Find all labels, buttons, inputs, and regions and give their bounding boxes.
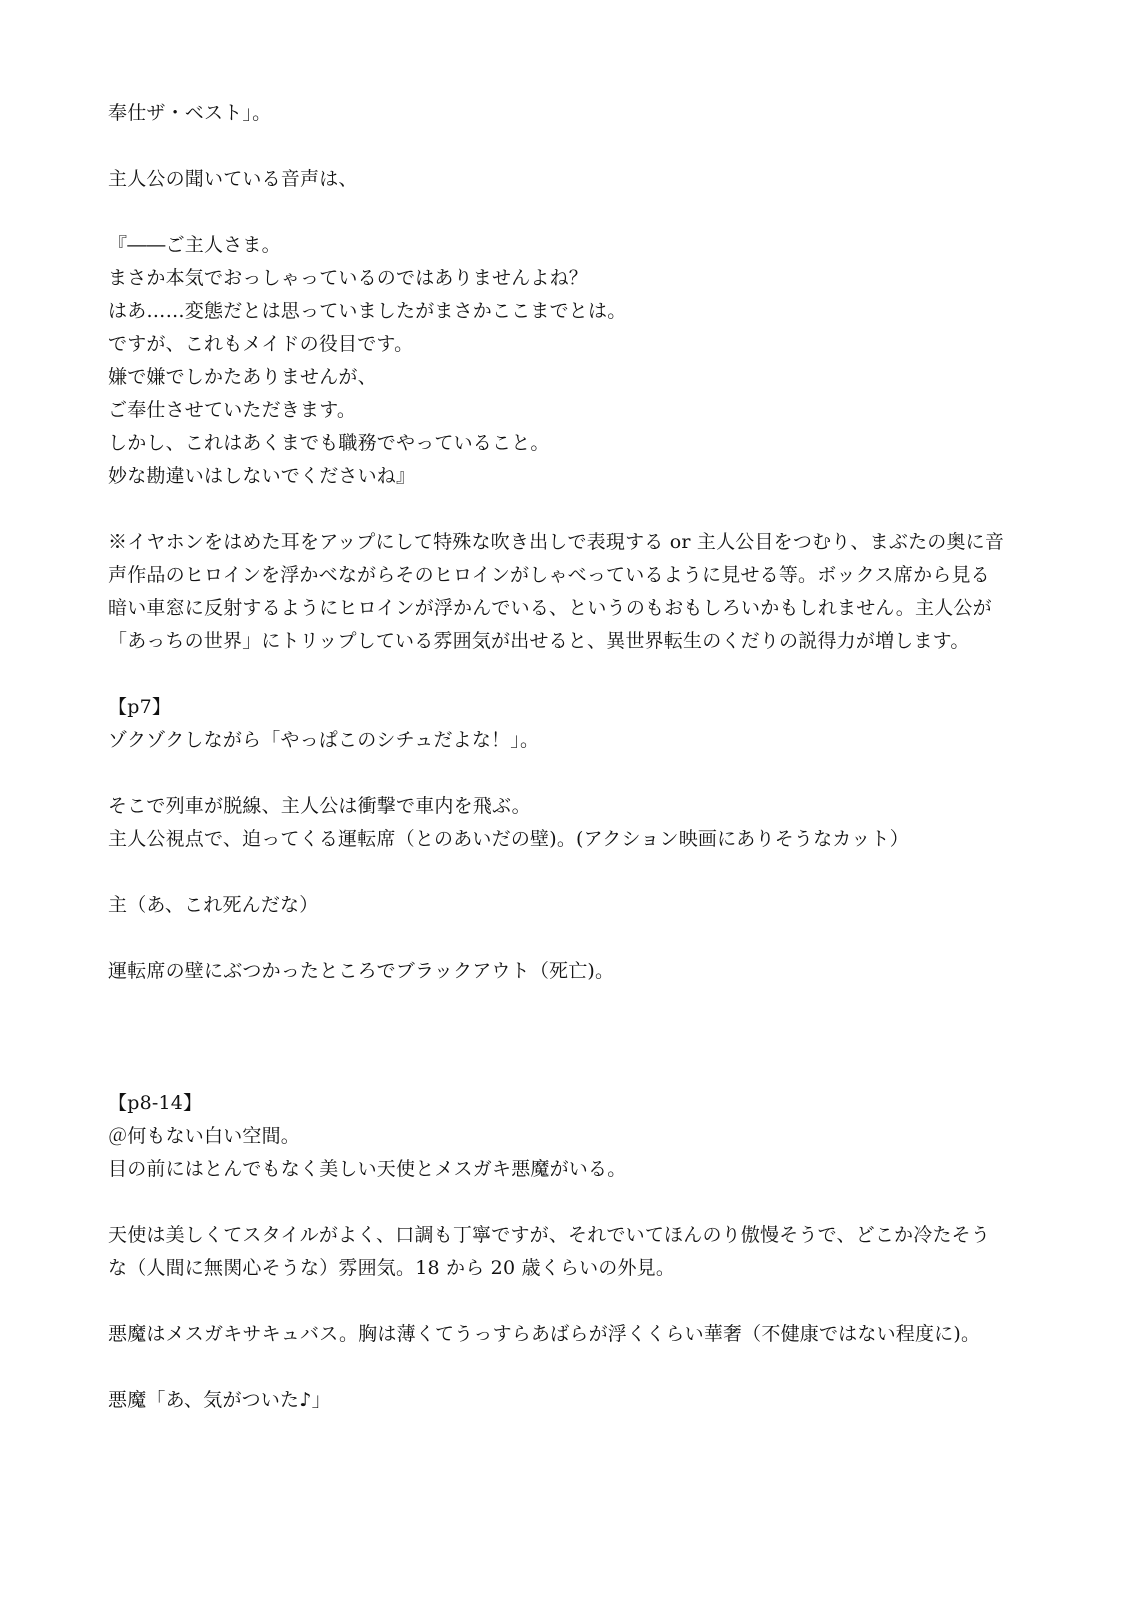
text-line: 運転席の壁にぶつかったところでブラックアウト（死亡)。 [108,960,615,982]
paragraph-gap [108,196,1028,229]
text-line: な（人間に無関心そうな）雰囲気。18 から 20 歳くらいの外見。 [108,1257,676,1279]
text-line: 暗い車窓に反射するようにヒロインが浮かんでいる、というのもおもしろいかもしれません。主人公が [108,597,992,619]
text-line: ご奉仕させていただきます。 [108,399,357,421]
text-line: はあ……変態だとは思っていましたがまさかここまでとは。 [108,300,627,322]
document-body [108,97,1028,1417]
text-line: 主人公視点で、迫ってくる運転席（とのあいだの壁)。(アクション映画にありそうなカット） [108,828,909,850]
paragraph-gap [108,922,1028,955]
text-line: ゾクゾクしながら「やっぱこのシチュだよな！」。 [108,729,540,751]
text-line: 主（あ、これ死んだな） [108,894,319,916]
section-heading: 【p7】 [108,696,172,718]
paragraph-gap [108,658,1028,691]
paragraph-gap [108,1285,1028,1318]
text-line: 悪魔「あ、気がついた♪」 [108,1389,331,1411]
text-line: 目の前にはとんでもなく美しい天使とメスガキ悪魔がいる。 [108,1158,627,1180]
text-line: 「あっちの世界」にトリップしている雰囲気が出せると、異世界転生のくだりの説得力が増します。 [108,630,970,652]
text-line: 『――ご主人さま。 [108,234,281,256]
text-line: まさか本気でおっしゃっているのではありませんよね？ [108,267,589,289]
text-line: ※イヤホンをはめた耳をアップにして特殊な吹き出しで表現する or 主人公目をつむり、まぶたの奥に音 [108,531,1005,553]
text-line: 妙な勘違いはしないでくださいね』 [108,465,416,487]
text-line: 主人公の聞いている音声は、 [108,168,358,190]
paragraph-gap [108,856,1028,889]
paragraph-gap [108,130,1028,163]
paragraph-gap [108,493,1028,526]
paragraph-gap [108,1351,1028,1384]
text-line: ＠何もない白い空間。 [108,1125,301,1147]
paragraph-gap [108,1186,1028,1219]
text-line: 悪魔はメスガキサキュバス。胸は薄くてうっすらあばらが浮くくらい華奢（不健康ではない程度に)。 [108,1323,981,1345]
text-line: しかし、これはあくまでも職務でやっていること。 [108,432,550,454]
section-gap [108,988,1028,1087]
text-line: ですが、これもメイドの役目です。 [108,333,414,355]
text-line: 嫌で嫌でしかたありませんが、 [108,366,377,388]
text-line: 天使は美しくてスタイルがよく、口調も丁寧ですが、それでいてほんのり傲慢そうで、どこか冷たそう [108,1224,991,1246]
paragraph-gap [108,757,1028,790]
text-line: そこで列車が脱線、主人公は衝撃で車内を飛ぶ。 [108,795,531,817]
text-line: 奉仕ザ・ベスト」。 [108,102,272,124]
text-line: 声作品のヒロインを浮かべながらそのヒロインがしゃべっているように見せる等。ボックス席から見る [108,564,990,586]
section-heading: 【p8-14】 [108,1092,203,1114]
